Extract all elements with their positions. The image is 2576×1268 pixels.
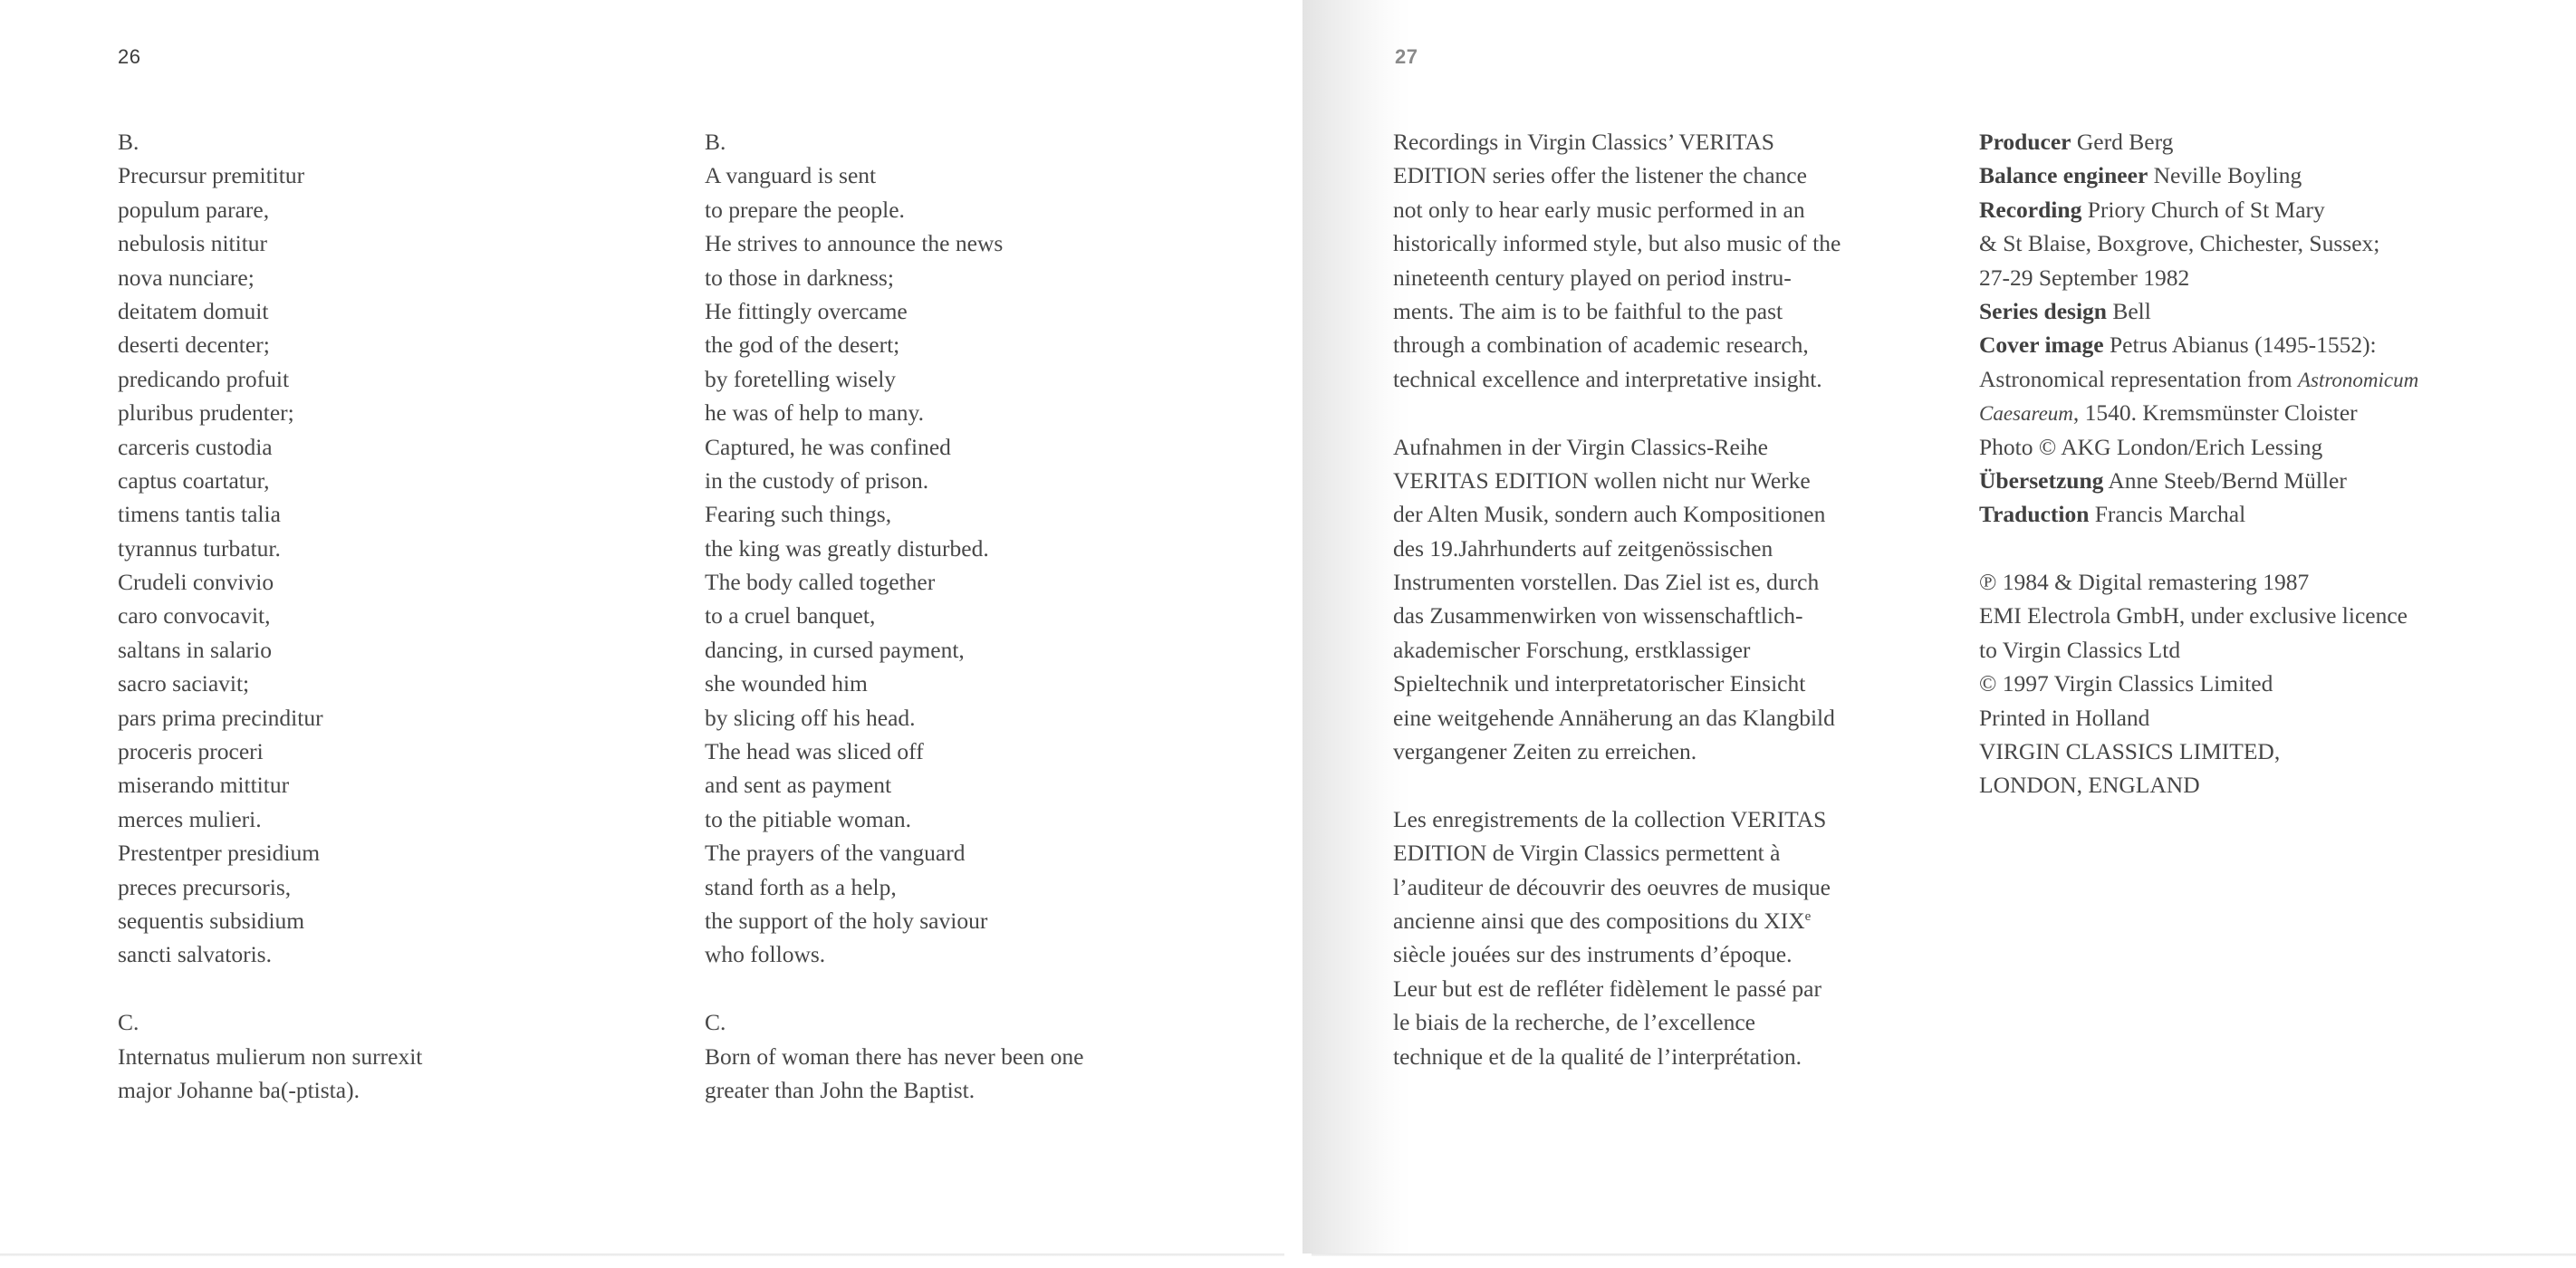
english-verse-line: in the custody of prison. [705, 466, 929, 494]
credit-title-italic: Caesareum [1979, 402, 2073, 426]
english-verse-line: by slicing off his head. [705, 704, 916, 731]
credit-value: Francis Marchal [2094, 501, 2246, 528]
english-verse-line: she wounded him [705, 670, 868, 697]
latin-verse-line: deserti decenter; [118, 331, 270, 359]
english-verse-line: he was of help to many. [705, 399, 924, 427]
section-heading-b-latin: B. [118, 129, 139, 155]
note-line: EDITION de Virgin Classics permettent à [1393, 840, 1781, 867]
english-verse-line: by foretelling wisely [705, 365, 897, 392]
credit-translation-french [1979, 497, 2418, 531]
english-verse-line: to a cruel banquet, [705, 602, 876, 629]
latin-verse-line: sancti salvatoris. [118, 941, 272, 968]
english-verse-line: to those in darkness; [705, 264, 894, 291]
copyright-line: to Virgin Classics Ltd [1979, 636, 2181, 663]
english-verse-line: who follows. [705, 941, 826, 968]
english-verse-line: the god of the desert; [705, 331, 900, 359]
note-line: technical excellence and interpretative insight. [1393, 365, 1822, 392]
latin-verse-line: timens tantis talia [118, 501, 281, 528]
credit-label: Producer [1979, 129, 2071, 155]
note-line: VERITAS EDITION wollen nicht nur Werke [1393, 466, 1811, 494]
note-line [1393, 904, 1841, 937]
english-section-b [705, 158, 1083, 971]
credit-series-design [1979, 294, 2418, 328]
copyright-line: ℗ 1984 & Digital remastering 1987 [1979, 569, 2310, 596]
latin-verse-line: nebulosis nititur [118, 230, 268, 257]
credit-recording [1979, 193, 2418, 226]
latin-verse-line: populum parare, [118, 196, 270, 223]
latin-verse-line: Precursur premititur [118, 162, 305, 189]
note-line: siècle jouées sur des instruments d’époque. [1393, 941, 1793, 968]
english-verse-line: dancing, in cursed payment, [705, 636, 965, 663]
credits-column [1979, 125, 2418, 802]
credit-recording-date: 27-29 September 1982 [1979, 264, 2190, 291]
note-line: akademischer Forschung, erstklassiger [1393, 636, 1751, 663]
english-verse-line: The body called together [705, 569, 936, 596]
note-line: EDITION series offer the listener the chance [1393, 162, 1807, 189]
english-verse-line: stand forth as a help, [705, 873, 897, 900]
note-line: Spieltechnik und interpretatorischer Einsicht [1393, 670, 1806, 697]
note-line: technique et de la qualité de l’interprétation. [1393, 1042, 1802, 1070]
note-line: Recordings in Virgin Classics’ VERITAS [1393, 129, 1774, 155]
latin-verse-line: captus coartatur, [118, 466, 270, 494]
note-line: vergangener Zeiten zu erreichen. [1393, 738, 1697, 765]
english-verse-line: He strives to announce the news [705, 230, 1004, 257]
note-line: Aufnahmen in der Virgin Classics-Reihe [1393, 433, 1768, 460]
paragraph-gap [1393, 768, 1841, 802]
copyright-line: Printed in Holland [1979, 704, 2150, 731]
copyright-block [1979, 565, 2418, 802]
note-line: through a combination of academic research, [1393, 331, 1809, 359]
english-section-c [705, 1040, 1083, 1108]
credit-value: Priory Church of St Mary [2087, 196, 2325, 223]
credit-producer [1979, 125, 2418, 158]
credit-value: Anne Steeb/Bernd Müller [2108, 466, 2347, 494]
latin-verse-line: predicando profuit [118, 365, 290, 392]
page-number-right: 27 [1395, 45, 1418, 68]
english-verse-line: Captured, he was confined [705, 433, 951, 460]
latin-verse-line: pluribus prudenter; [118, 399, 294, 427]
century-superscript: e [1804, 908, 1812, 924]
credit-translation-german [1979, 464, 2418, 497]
english-verse-line: to prepare the people. [705, 196, 905, 223]
note-line: Les enregistrements de la collection VERITAS [1393, 805, 1827, 832]
note-line: Instrumenten vorstellen. Das Ziel ist es, durch [1393, 569, 1820, 596]
latin-section-c [118, 1040, 422, 1108]
credit-photo: Photo © AKG London/Erich Lessing [1979, 433, 2323, 460]
english-verse-line: to the pitiable woman. [705, 805, 912, 832]
page-number-left: 26 [118, 45, 141, 68]
credit-label: Übersetzung [1979, 466, 2104, 494]
note-line: das Zusammenwirken von wissenschaftlich- [1393, 602, 1803, 629]
credit-label: Series design [1979, 297, 2107, 324]
credit-label: Cover image [1979, 331, 2104, 359]
copyright-line: EMI Electrola GmbH, under exclusive licence [1979, 602, 2408, 629]
note-line: le biais de la recherche, de l’excellence [1393, 1009, 1755, 1036]
latin-verse-line: merces mulieri. [118, 805, 262, 832]
credit-value: Petrus Abianus (1495-1552): [2110, 331, 2377, 359]
credit-label: Recording [1979, 196, 2082, 223]
series-note-french [1393, 802, 1841, 1073]
english-verse-line: the king was greatly disturbed. [705, 534, 989, 562]
credit-value: Neville Boyling [2153, 162, 2302, 189]
credit-text: Astronomical representation from [1979, 365, 2292, 392]
english-verse-line: A vanguard is sent [705, 162, 877, 189]
credit-cover-image [1979, 328, 2418, 361]
credit-cover-source [1979, 396, 2418, 429]
latin-verse-line: sequentis subsidium [118, 907, 305, 934]
latin-verse-line: nova nunciare; [118, 264, 255, 291]
note-line: ments. The aim is to be faithful to the past [1393, 297, 1783, 324]
english-verse-line: The head was sliced off [705, 738, 924, 765]
credit-balance-engineer [1979, 158, 2418, 192]
note-line: eine weitgehende Annäherung an das Klangbild [1393, 704, 1835, 731]
latin-verse-line: major Johanne ba(-ptista). [118, 1076, 360, 1103]
note-line: des 19.Jahrhunderts auf zeitgenössischen [1393, 534, 1773, 562]
latin-verse-line: saltans in salario [118, 636, 272, 663]
left-page [0, 0, 1288, 1254]
note-line: not only to hear early music performed in an [1393, 196, 1805, 223]
copyright-line: VIRGIN CLASSICS LIMITED, [1979, 738, 2281, 765]
series-note-english [1393, 125, 1841, 396]
latin-verse-line: Crudeli convivio [118, 569, 274, 596]
credit-value: Bell [2112, 297, 2151, 324]
note-line: Leur but est de refléter fidèlement le passé par [1393, 975, 1821, 1002]
page-bottom-edge-right [1312, 1254, 2576, 1256]
english-verse-line: and sent as payment [705, 772, 892, 799]
latin-verse-line: proceris proceri [118, 738, 264, 765]
credit-cover-description [1979, 362, 2418, 396]
credit-title-italic: Astronomicum [2297, 368, 2419, 391]
copyright-line: LONDON, ENGLAND [1979, 772, 2200, 799]
latin-verse-line: pars prima precinditur [118, 704, 323, 731]
credit-label: Balance engineer [1979, 162, 2148, 189]
series-note-german [1393, 430, 1841, 769]
credit-recording-location: & St Blaise, Boxgrove, Chichester, Sussex; [1979, 230, 2380, 257]
latin-text-column [118, 125, 422, 1107]
english-verse-line: the support of the holy saviour [705, 907, 988, 934]
english-verse-line: He fittingly overcame [705, 297, 908, 324]
section-heading-c-english: C. [705, 1009, 726, 1036]
section-heading-c-latin: C. [118, 1009, 139, 1036]
stanza-gap [118, 972, 422, 1005]
english-verse-line: The prayers of the vanguard [705, 840, 966, 867]
english-verse-line: greater than John the Baptist. [705, 1076, 976, 1103]
english-verse-line: Fearing such things, [705, 501, 892, 528]
credit-value: Gerd Berg [2076, 129, 2174, 155]
latin-verse-line: sacro saciavit; [118, 670, 250, 697]
paragraph-gap [1979, 532, 2418, 565]
note-line: historically informed style, but also music of the [1393, 230, 1841, 257]
stanza-gap [705, 972, 1083, 1005]
latin-verse-line: Prestentper presidium [118, 840, 321, 867]
series-notes-column [1393, 125, 1841, 1073]
latin-verse-line: deitatem domuit [118, 297, 269, 324]
latin-verse-line: caro convocavit, [118, 602, 271, 629]
latin-verse-line: tyrannus turbatur. [118, 534, 281, 562]
gutter [1288, 0, 1302, 1268]
english-verse-line: Born of woman there has never been one [705, 1042, 1084, 1070]
latin-verse-line: carceris custodia [118, 433, 273, 460]
paragraph-gap [1393, 396, 1841, 429]
note-line: der Alten Musik, sondern auch Kompositionen [1393, 501, 1826, 528]
credit-text: , 1540. Kremsmünster Cloister [2072, 399, 2358, 427]
latin-section-b [118, 158, 422, 971]
copyright-line: © 1997 Virgin Classics Limited [1979, 670, 2273, 697]
credit-label: Traduction [1979, 501, 2090, 528]
note-line: nineteenth century played on period instru- [1393, 264, 1792, 291]
note-line-text: ancienne ainsi que des compositions du XIX [1393, 907, 1805, 934]
latin-verse-line: preces precursoris, [118, 873, 292, 900]
note-line: l’auditeur de découvrir des oeuvres de musique [1393, 873, 1831, 900]
english-translation-column [705, 125, 1083, 1107]
section-heading-b-english: B. [705, 129, 726, 155]
latin-verse-line: miserando mittitur [118, 772, 290, 799]
page-bottom-edge-left [0, 1254, 1284, 1256]
latin-verse-line: Internatus mulierum non surrexit [118, 1042, 423, 1070]
